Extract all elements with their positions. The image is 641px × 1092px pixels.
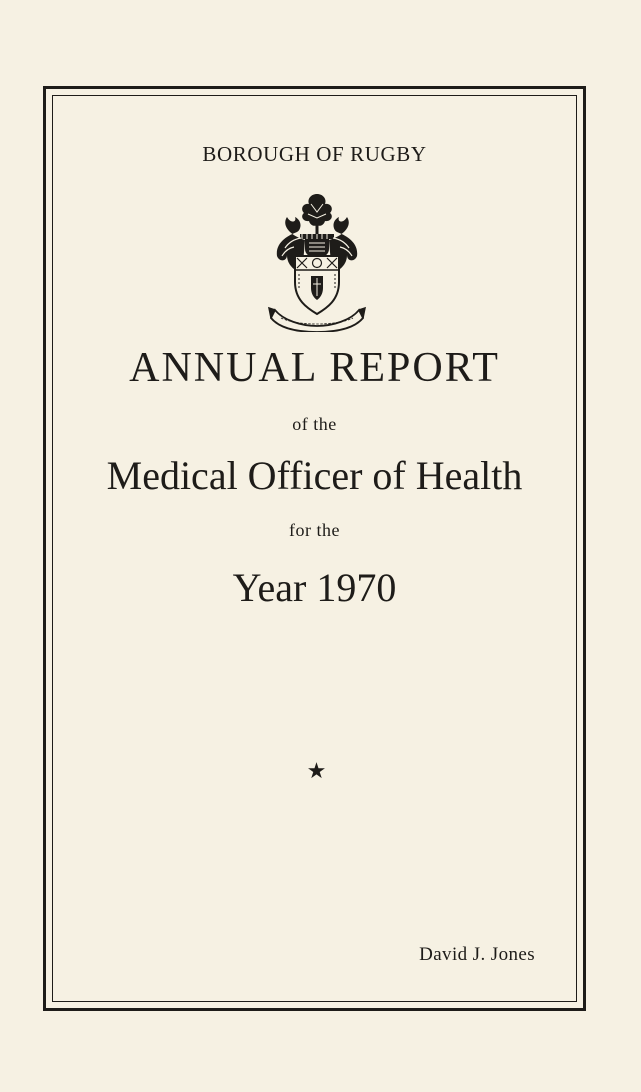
author-name: David J. Jones — [419, 944, 535, 965]
report-title: ANNUAL REPORT — [129, 345, 500, 391]
inner-border-frame — [52, 95, 577, 1002]
borough-heading: BOROUGH OF RUGBY — [202, 142, 427, 166]
report-subtitle: Medical Officer of Health — [106, 453, 523, 498]
connector-of-the: of the — [292, 414, 337, 434]
star-ornament-icon: ★ — [306, 758, 327, 783]
connector-for-the: for the — [289, 520, 340, 540]
report-year: Year 1970 — [232, 565, 397, 610]
coat-of-arms-icon — [267, 190, 367, 332]
outer-border-frame — [43, 86, 586, 1011]
